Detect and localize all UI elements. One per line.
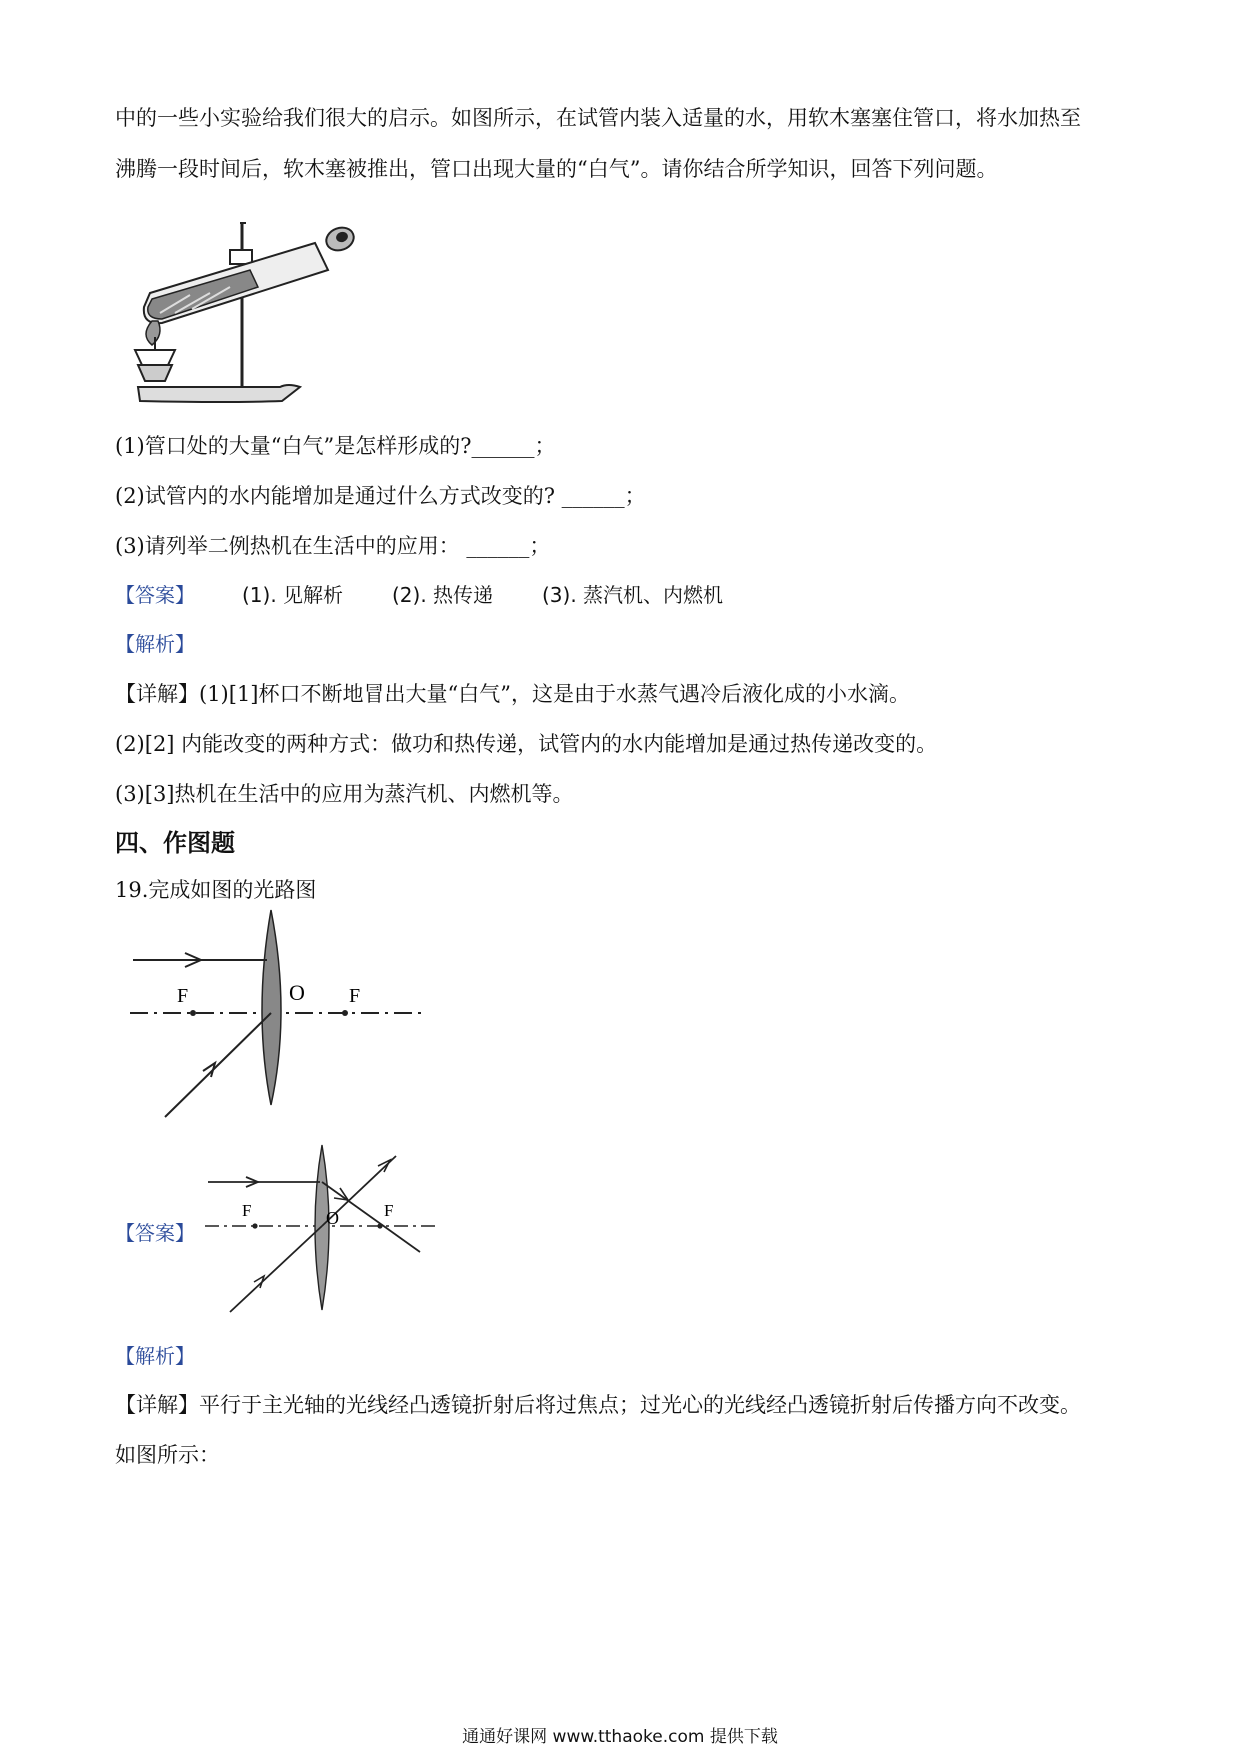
answer-tag: 【答案】: [115, 583, 195, 607]
q19-detail: 【详解】平行于主光轴的光线经凸透镜折射后将过焦点；过光心的光线经凸透镜折射后传播方向不改变。: [115, 1393, 1081, 1417]
q18-answer-1: (1). 见解析: [242, 583, 344, 607]
q19-question: 19.完成如图的光路图: [115, 878, 317, 902]
q18-sub3: (3)请列举二例热机在生活中的应用： ______；: [115, 534, 551, 558]
q18-answer-3: (3). 蒸汽机、内燃机: [542, 583, 724, 607]
center-label-ans: O: [326, 1208, 339, 1228]
focus-label-right: F: [349, 985, 361, 1007]
q18-sub1: (1)管口处的大量“白气”是怎样形成的?______；: [115, 434, 556, 458]
test-tube-figure: [130, 215, 370, 415]
intro-line-2: 沸腾一段时间后，软木塞被推出，管口出现大量的“白气”。请你结合所学知识，回答下列问题。: [115, 157, 998, 181]
q18-sub2: (2)试管内的水内能增加是通过什么方式改变的? ______；: [115, 484, 646, 508]
q18-detail-3: (3)[3]热机在生活中的应用为蒸汽机、内燃机等。: [115, 782, 574, 806]
q18-detail-1: 【详解】(1)[1]杯口不断地冒出大量“白气”，这是由于水蒸气遇冷后液化成的小水滴。: [115, 682, 910, 706]
q19-answer-tag: 【答案】: [115, 1221, 195, 1245]
focus-label-left: F: [177, 985, 189, 1007]
q18-answer-row: [115, 581, 195, 609]
section-title: 四、作图题: [115, 828, 235, 857]
q18-answer-2: (2). 热传递: [392, 583, 494, 607]
q19-as-shown: 如图所示：: [115, 1443, 220, 1467]
intro-line-1: 中的一些小实验给我们很大的启示。如图所示，在试管内装入适量的水，用软木塞塞住管口，将水加热至: [115, 106, 1081, 130]
q19-analysis-tag: 【解析】: [115, 1344, 195, 1368]
page-footer: 通通好课网 www.tthaoke.com 提供下载: [462, 1727, 778, 1747]
focus-label-left-ans: F: [242, 1201, 252, 1220]
q18-analysis-tag: 【解析】: [115, 632, 195, 656]
center-label: O: [289, 980, 305, 1005]
q18-detail-2: (2)[2] 内能改变的两种方式：做功和热传递，试管内的水内能增加是通过热传递改变的。: [115, 732, 938, 756]
focus-label-right-ans: F: [384, 1201, 394, 1220]
lens-question-figure: [125, 905, 435, 1125]
lens-answer-figure: [200, 1140, 440, 1320]
